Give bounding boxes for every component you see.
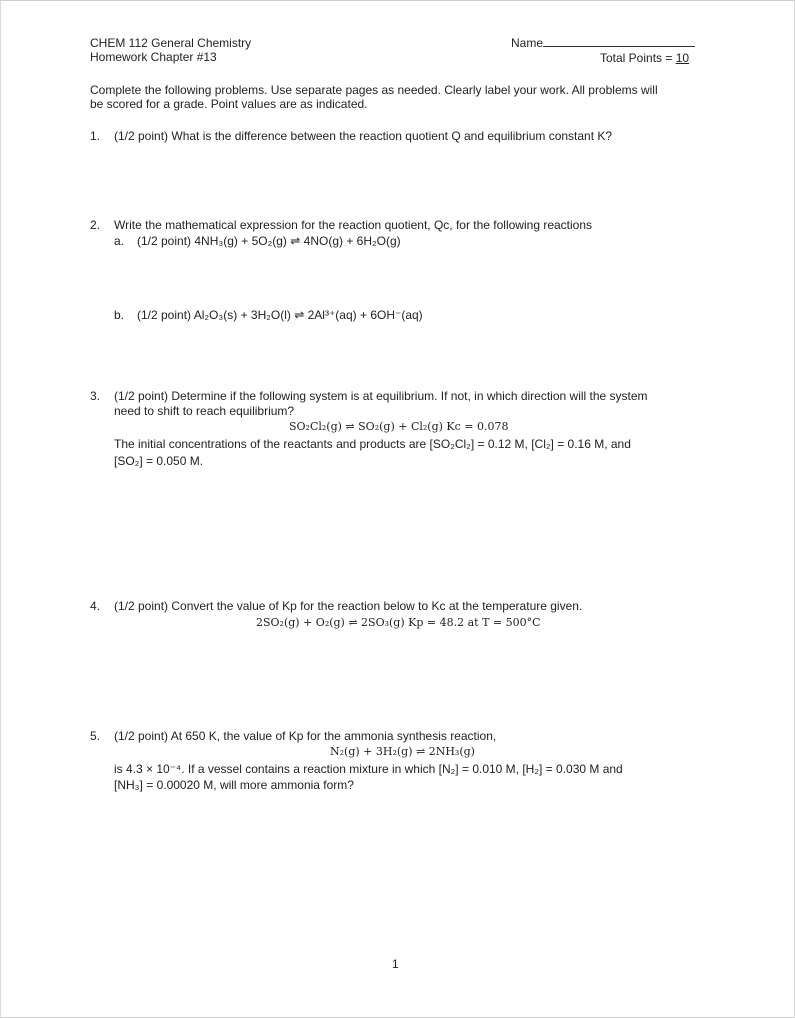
course-title: CHEM 112 General Chemistry	[90, 36, 252, 50]
instructions-line-1: Complete the following problems. Use separate pages as needed. Clearly label your work. All problems will	[90, 83, 658, 97]
total-points-label: Total Points =	[600, 51, 676, 65]
q2b-label: b.	[114, 308, 125, 322]
q3-line-3: The initial concentrations of the reactants and products are [SO₂Cl₂] = 0.12 M, [Cl₂] = 0.16 M, and	[114, 437, 631, 451]
name-blank-line	[543, 36, 695, 47]
q2a-text: (1/2 point) 4NH₃(g) + 5O₂(g) ⇌ 4NO(g) + 6H₂O(g)	[137, 234, 401, 248]
total-points	[600, 51, 689, 65]
q5-line-1: (1/2 point) At 650 K, the value of Kp for the ammonia synthesis reaction,	[114, 729, 497, 743]
name-field[interactable]	[511, 36, 695, 50]
q4-number: 4.	[90, 599, 101, 613]
q3-number: 3.	[90, 389, 101, 403]
q3-equation: SO₂Cl₂(g) ⇌ SO₂(g) + Cl₂(g) Kc = 0.078	[289, 420, 509, 433]
q2-number: 2.	[90, 218, 101, 232]
q3-line-2: need to shift to reach equilibrium?	[114, 404, 295, 418]
q1-number: 1.	[90, 129, 101, 143]
name-label: Name	[511, 36, 544, 50]
assignment-title: Homework Chapter #13	[90, 50, 217, 64]
total-points-value: 10	[675, 51, 690, 65]
q2a-label: a.	[114, 234, 125, 248]
q5-line-2: is 4.3 × 10⁻⁴. If a vessel contains a reaction mixture in which [N₂] = 0.010 M, [H₂] = 0.030 M and	[114, 762, 623, 776]
q1-text: (1/2 point) What is the difference between the reaction quotient Q and equilibrium constant K?	[114, 129, 613, 143]
instructions-line-2: be scored for a grade. Point values are as indicated.	[90, 97, 368, 111]
q5-equation: N₂(g) + 3H₂(g) ⇌ 2NH₃(g)	[330, 745, 475, 758]
q4-equation: 2SO₂(g) + O₂(g) ⇌ 2SO₃(g) Kp = 48.2 at T = 500°C	[256, 616, 541, 629]
q3-line-1: (1/2 point) Determine if the following system is at equilibrium. If not, in which direction will the system	[114, 389, 648, 403]
q2-text: Write the mathematical expression for the reaction quotient, Qc, for the following reactions	[114, 218, 593, 232]
q3-line-4: [SO₂] = 0.050 M.	[114, 454, 204, 468]
q2b-text: (1/2 point) Al₂O₃(s) + 3H₂O(l) ⇌ 2Al³⁺(aq) + 6OH⁻(aq)	[137, 308, 423, 322]
q4-text: (1/2 point) Convert the value of Kp for the reaction below to Kc at the temperature given.	[114, 599, 583, 613]
q5-number: 5.	[90, 729, 101, 743]
page-number: 1	[392, 957, 399, 971]
q5-line-3: [NH₃] = 0.00020 M, will more ammonia form?	[114, 778, 354, 792]
